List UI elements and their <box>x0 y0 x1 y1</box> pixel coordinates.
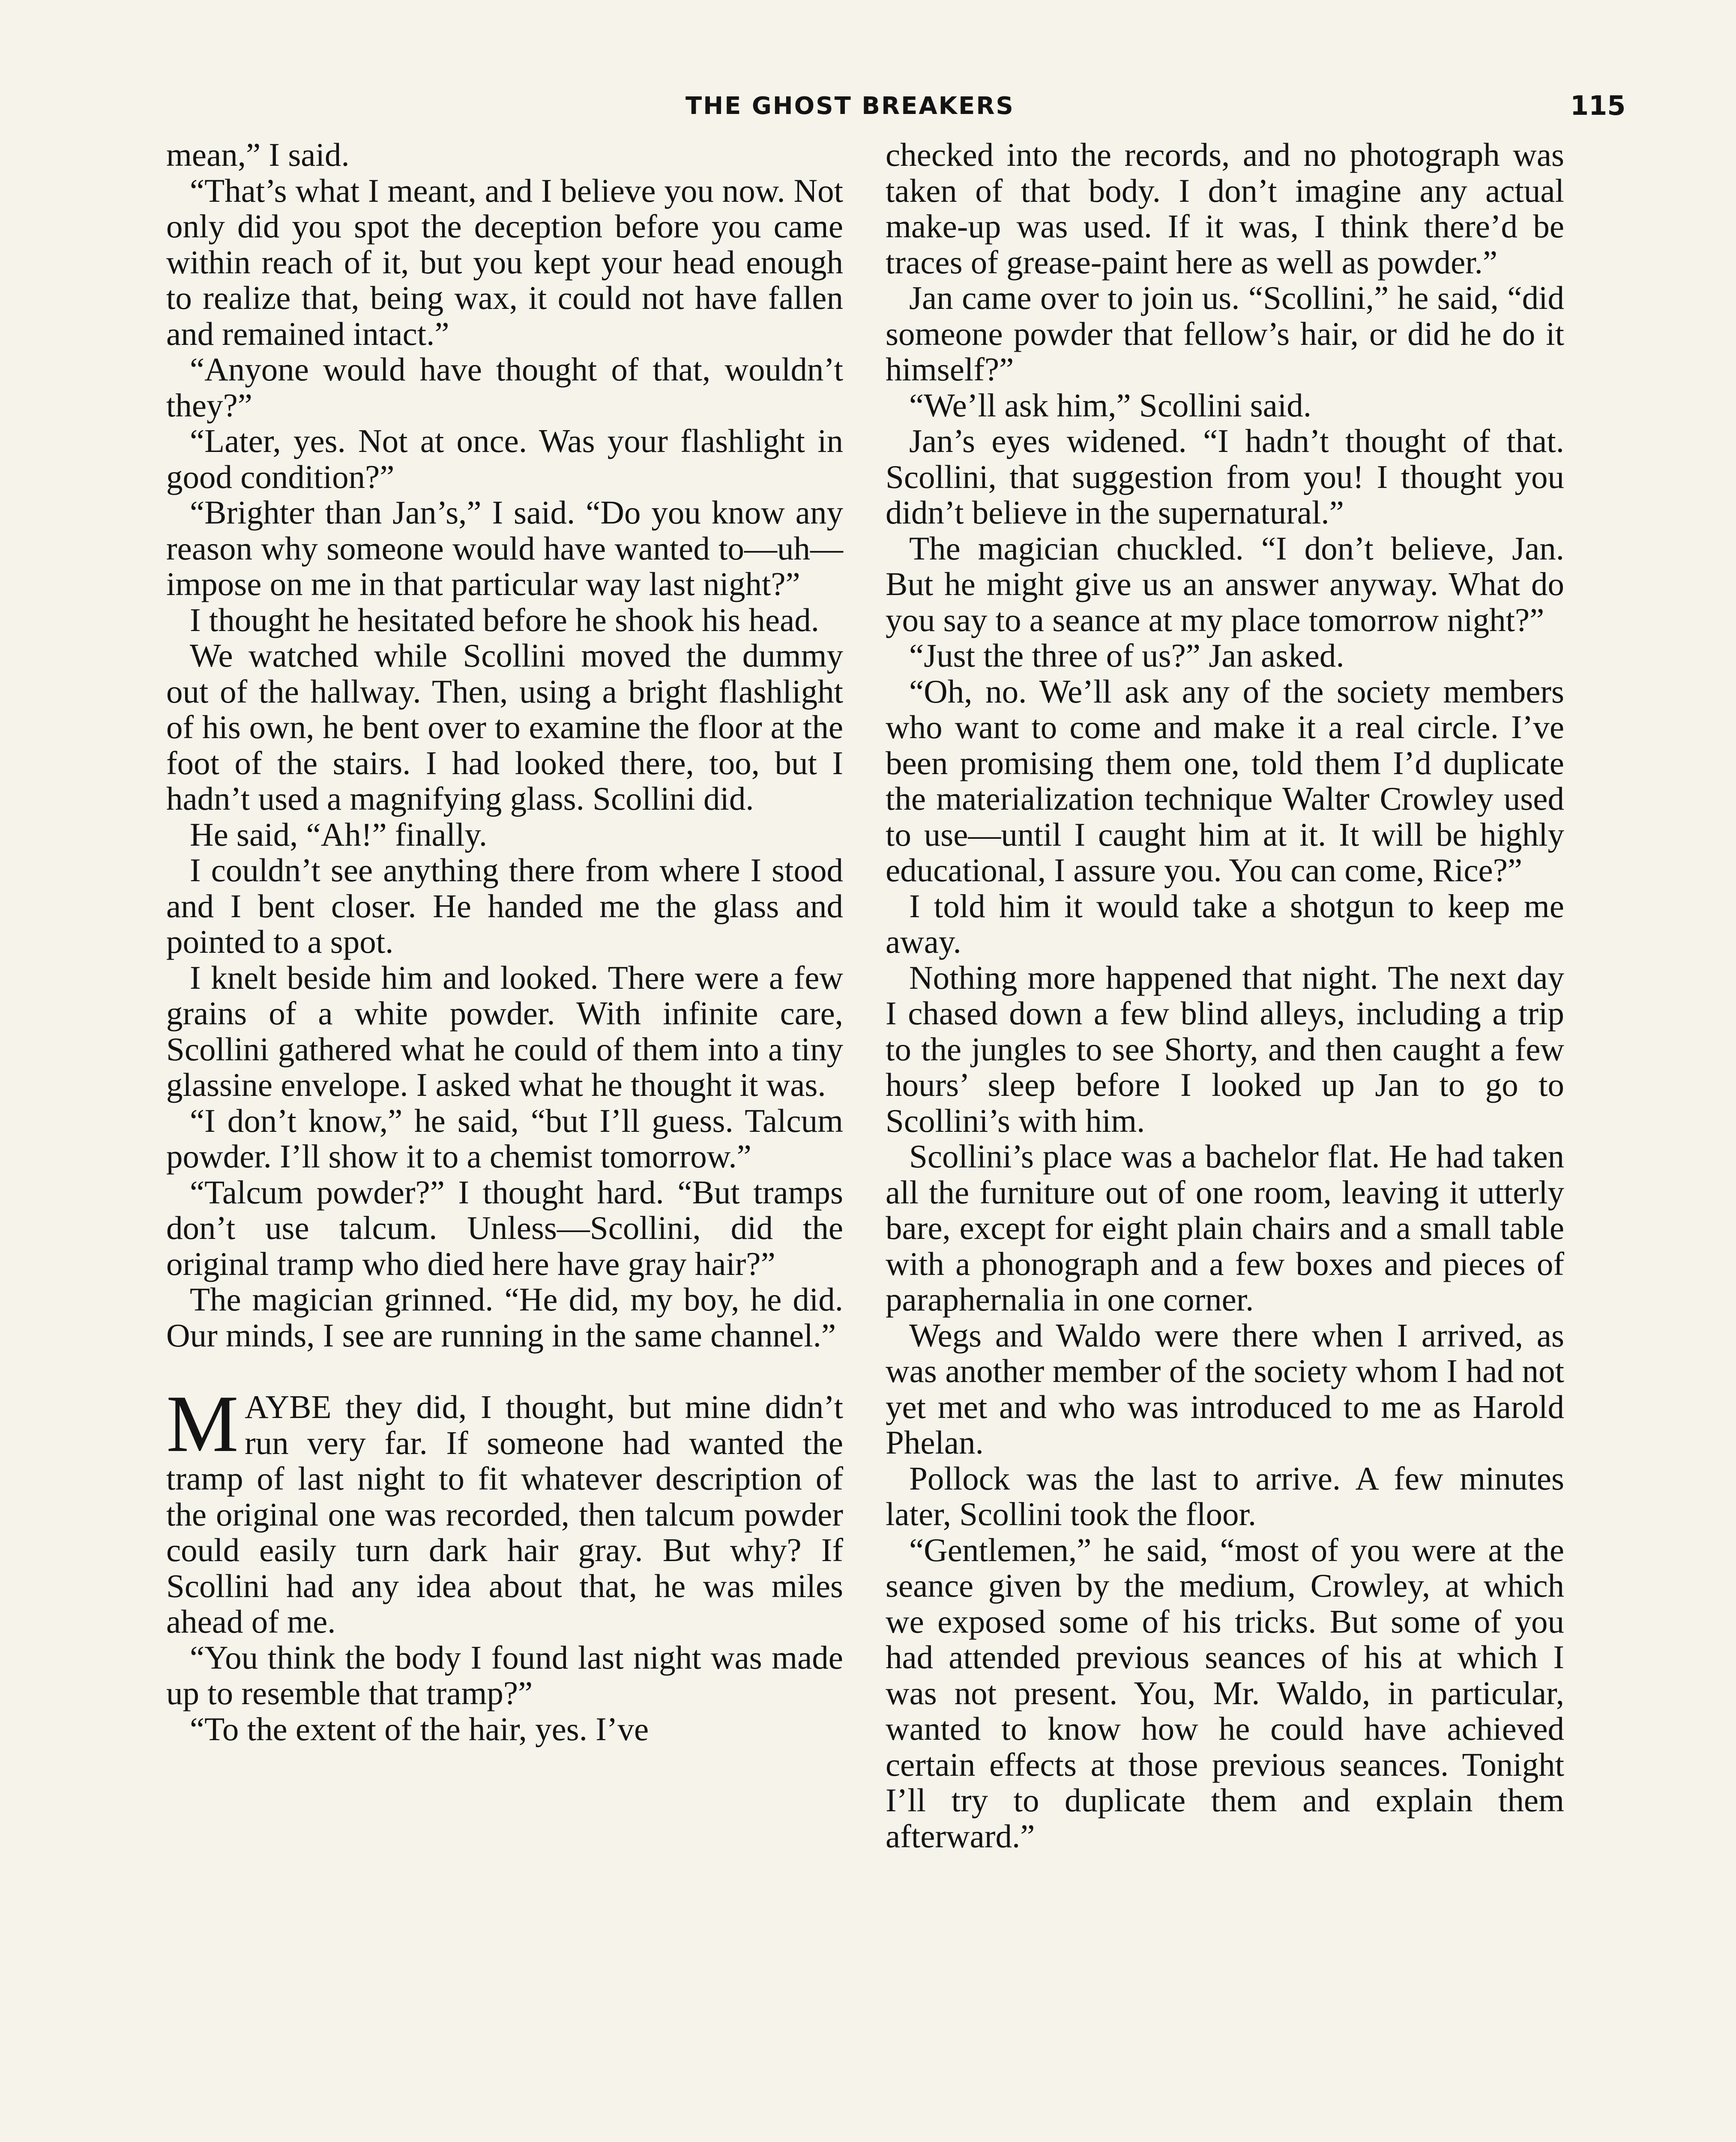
paragraph: I knelt beside him and looked. There were a few grains of a white powder. With infinite care, Scollini gathered what he could of them into a tiny glassine envelope. I asked what he thought it was. <box>166 959 843 1103</box>
paragraph: We watched while Scollini moved the dummy out of the hallway. Then, using a bright flashlight of his own, he bent over to examine the floor at the foot of the stairs. I had looked there, too, but I hadn’t used a magnifying glass. Scollini did. <box>166 637 843 817</box>
drop-cap-paragraph <box>166 1379 843 1640</box>
paragraph: “Oh, no. We’ll ask any of the society members who want to come and make it a real circle. I’ve been promising them one, told them I’d duplicate the materialization technique Walter Crowley used to use—until I caught him at it. It will be highly educational, I assure you. You can come, Rice?” <box>886 673 1564 889</box>
paragraph: “Later, yes. Not at once. Was your flashlight in good condition?” <box>166 422 843 495</box>
paragraph: “We’ll ask him,” Scollini said. <box>909 386 1312 424</box>
drop-cap: M <box>166 1379 239 1469</box>
paragraph: I couldn’t see anything there from where I stood and I bent closer. He handed me the glass and pointed to a spot. <box>166 852 843 960</box>
paragraph: “Anyone would have thought of that, wouldn’t they?” <box>166 351 843 424</box>
paragraph: mean,” I said. <box>166 136 350 173</box>
paragraph: The magician chuckled. “I don’t believe, Jan. But he might give us an answer anyway. What do you say to a seance at my place tomorrow night?” <box>886 530 1564 638</box>
paragraph: “Gentlemen,” he said, “most of you were at the seance given by the medium, Crowley, at which we exposed some of his tricks. But some of you had attended previous seances of his at which I was not present. You, Mr. Waldo, in particular, wanted to know how he could have achieved certain effects at those previous seances. Tonight I’ll try to duplicate them and explain them afterward.” <box>886 1531 1564 1855</box>
paragraph: “That’s what I meant, and I believe you now. Not only did you spot the deception before you came within reach of it, but you kept your head enough to realize that, being wax, it could not have fallen and remained intact.” <box>166 172 843 352</box>
running-head: THE GHOST BREAKERS <box>685 92 1015 120</box>
paragraph: I told him it would take a shotgun to keep me away. <box>886 887 1564 960</box>
paragraph: “You think the body I found last night was made up to resemble that tramp?” <box>166 1639 843 1711</box>
section-break <box>166 1353 843 1389</box>
paragraph: Jan came over to join us. “Scollini,” he said, “did someone powder that fellow’s hair, or did he do it himself?” <box>886 279 1564 388</box>
page-number: 115 <box>1570 90 1626 121</box>
left-column <box>166 137 843 1747</box>
paragraph: “Brighter than Jan’s,” I said. “Do you know any reason why someone would have wanted to—uh—impose on me in that particular way last night?” <box>166 494 843 602</box>
paragraph: I thought he hesitated before he shook his head. <box>190 601 820 638</box>
paragraph: He said, “Ah!” finally. <box>190 816 488 853</box>
right-column <box>886 137 1564 1854</box>
paragraph: Jan’s eyes widened. “I hadn’t thought of that. Scollini, that suggestion from you! I thought you didn’t believe in the supernatural.” <box>886 422 1564 531</box>
paragraph: The magician grinned. “He did, my boy, he did. Our minds, I see are running in the same channel.” <box>166 1281 843 1354</box>
paragraph-text: AYBE they did, I thought, but mine didn’t run very far. If someone had wanted the tramp of last night to fit whatever description of the original one was recorded, then talcum powder could easily turn dark hair gray. But why? If Scollini had any idea about that, he was miles ahead of me. <box>166 1388 843 1640</box>
paragraph: Pollock was the last to arrive. A few minutes later, Scollini took the floor. <box>886 1460 1564 1532</box>
paragraph: Wegs and Waldo were there when I arrived, as was another member of the society whom I had not yet met and who was introduced to me as Harold Phelan. <box>886 1316 1564 1461</box>
paragraph: “To the extent of the hair, yes. I’ve <box>190 1710 649 1747</box>
paragraph: “I don’t know,” he said, “but I’ll guess. Talcum powder. I’ll show it to a chemist tomorrow.” <box>166 1102 843 1175</box>
paragraph: Scollini’s place was a bachelor flat. He had taken all the furniture out of one room, leaving it utterly bare, except for eight plain chairs and a small table with a phonograph and a few boxes and pieces of paraphernalia in one corner. <box>886 1138 1564 1318</box>
paragraph: “Just the three of us?” Jan asked. <box>909 637 1344 674</box>
paragraph: “Talcum powder?” I thought hard. “But tramps don’t use talcum. Unless—Scollini, did the original tramp who died here have gray hair?” <box>166 1173 843 1282</box>
paragraph: Nothing more happened that night. The next day I chased down a few blind alleys, including a trip to the jungles to see Shorty, and then caught a few hours’ sleep before I looked up Jan to go to Scollini’s with him. <box>886 959 1564 1139</box>
paragraph: checked into the records, and no photograph was taken of that body. I don’t imagine any actual make-up was used. If it was, I think there’d be traces of grease-paint here as well as powder.” <box>886 136 1564 281</box>
